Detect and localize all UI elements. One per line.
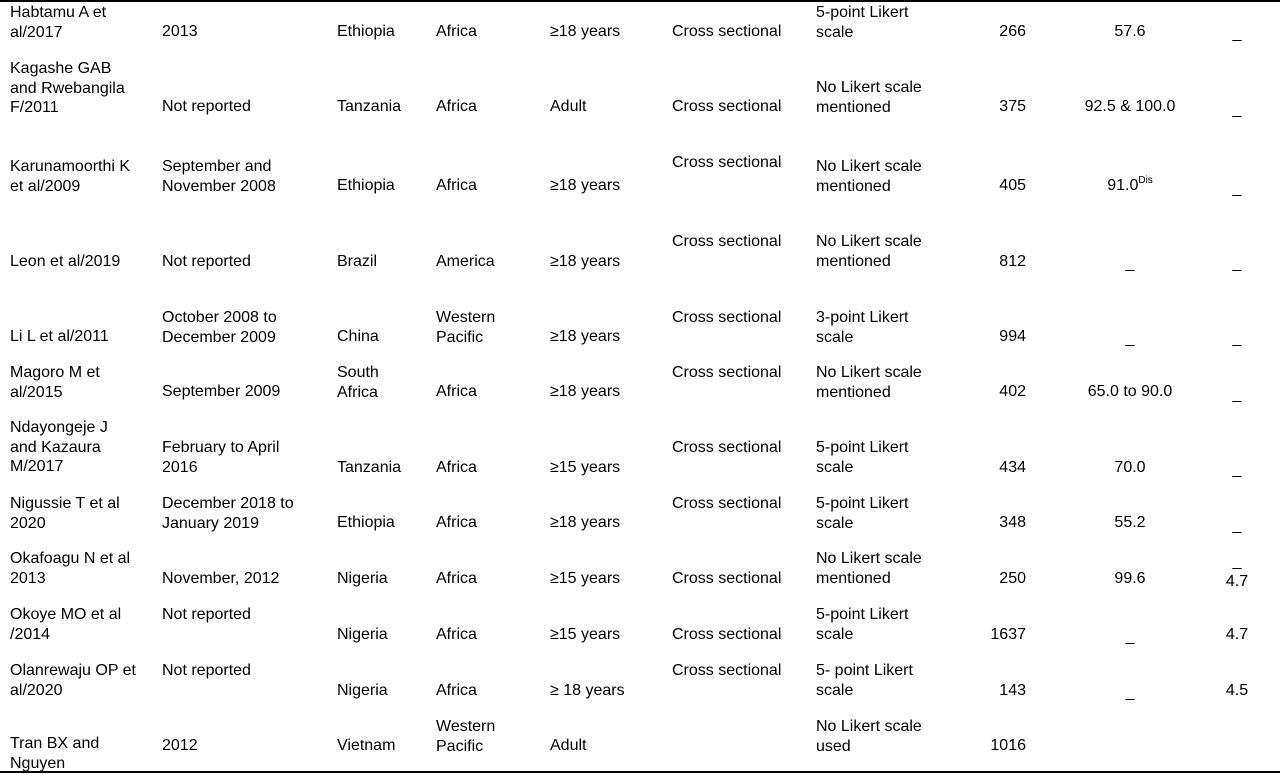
cell-period: Not reported xyxy=(162,98,251,115)
cell-percent: 65.0 to 90.0 xyxy=(1087,383,1173,400)
cell-age: ≥18 years xyxy=(550,328,621,345)
cell-country: Nigeria xyxy=(337,682,388,699)
cell-sample-size: 1637 xyxy=(990,626,1026,643)
cell-author: Li L et al/2011 xyxy=(10,328,109,345)
cell-sample-size: 434 xyxy=(999,459,1026,476)
cell-score: 4.7 xyxy=(1225,626,1249,643)
cell-score: _ xyxy=(1232,25,1242,42)
cell-country: Vietnam xyxy=(337,737,396,754)
cell-age: ≥18 years xyxy=(550,177,621,194)
cell-percent: _ xyxy=(1125,628,1135,645)
cell-period: December 2018 to January 2019 xyxy=(162,495,294,532)
cell-percent: _ xyxy=(1125,255,1135,272)
cell-score: _ xyxy=(1232,255,1242,272)
cell-author: Karunamoorthi K et al/2009 xyxy=(10,158,131,195)
cell-percent: 70.0 xyxy=(1114,459,1146,476)
cell-author: Okoye MO et al /2014 xyxy=(10,606,122,643)
cell-author: Leon et al/2019 xyxy=(10,253,121,270)
cell-age: ≥18 years xyxy=(550,383,621,400)
cell-author: Ndayongeje J and Kazaura M/2017 xyxy=(10,419,108,475)
cell-country: Nigeria xyxy=(337,570,388,587)
cell-period: September 2009 xyxy=(162,383,281,400)
cell-sample-size: 348 xyxy=(999,514,1026,531)
cell-percent: 92.5 & 100.0 xyxy=(1084,98,1176,115)
cell-design: Cross sectional xyxy=(672,154,782,171)
cell-sample-size: 375 xyxy=(999,98,1026,115)
cell-period: Not reported xyxy=(162,253,251,270)
cell-region: Africa xyxy=(436,682,477,699)
cell-sample-size: 812 xyxy=(999,253,1026,270)
cell-score: _ xyxy=(1232,386,1242,403)
cell-country: Tanzania xyxy=(337,98,402,115)
cell-author: Olanrewaju OP et al/2020 xyxy=(10,662,136,699)
cell-age: ≥ 18 years xyxy=(550,682,625,699)
cell-design: Cross sectional xyxy=(672,233,782,250)
cell-score: _ xyxy=(1232,180,1242,197)
cell-design: Cross sectional xyxy=(672,364,782,381)
cell-period: 2013 xyxy=(162,23,198,40)
cell-scale: No Likert scale mentioned xyxy=(816,550,922,587)
cell-age: ≥15 years xyxy=(550,626,621,643)
cell-scale: No Likert scale mentioned xyxy=(816,79,922,116)
cell-sample-size: 405 xyxy=(999,177,1026,194)
cell-region: Africa xyxy=(436,177,477,194)
cell-country: Nigeria xyxy=(337,626,388,643)
cell-country: China xyxy=(337,328,379,345)
cell-design: Cross sectional xyxy=(672,98,782,115)
cell-region: Western Pacific xyxy=(436,309,496,346)
cell-region: Africa xyxy=(436,626,477,643)
cell-sample-size: 1016 xyxy=(990,737,1026,754)
cell-percent: 99.6 xyxy=(1114,570,1146,587)
cell-sample-size: 994 xyxy=(999,328,1026,345)
cell-period: October 2008 to December 2009 xyxy=(162,309,277,346)
cell-scale: 5-point Likert scale xyxy=(816,439,909,476)
cell-region: America xyxy=(436,253,495,270)
cell-author: Nigussie T et al 2020 xyxy=(10,495,120,532)
cell-scale: 5-point Likert scale xyxy=(816,606,909,643)
cell-age: Adult xyxy=(550,737,587,754)
cell-percent: _ xyxy=(1125,684,1135,701)
cell-sample-size: 402 xyxy=(999,383,1026,400)
cell-percent: 57.6 xyxy=(1114,23,1146,40)
cell-period: 2012 xyxy=(162,737,198,754)
cell-region: Africa xyxy=(436,98,477,115)
cell-scale: 5-point Likert scale xyxy=(816,4,909,41)
cell-region: Africa xyxy=(436,383,477,400)
cell-age: ≥18 years xyxy=(550,23,621,40)
cell-design: Cross sectional xyxy=(672,439,782,456)
cell-author: Tran BX and Nguyen xyxy=(10,735,100,772)
cell-period: February to April 2016 xyxy=(162,439,280,476)
cell-percent: 55.2 xyxy=(1114,514,1146,531)
cell-percent: $91.0^{Dis}$ xyxy=(1107,175,1153,194)
cell-sample-size: 250 xyxy=(999,570,1026,587)
cell-sample-size: 143 xyxy=(999,682,1026,699)
cell-scale: No Likert scale mentioned xyxy=(816,158,922,195)
cell-period: Not reported xyxy=(162,662,251,679)
cell-percent: _ xyxy=(1125,330,1135,347)
cell-score: _ xyxy=(1232,517,1242,534)
cell-author: Kagashe GAB and Rwebangila F/2011 xyxy=(10,60,125,116)
cell-scale: 5- point Likert scale xyxy=(816,662,913,699)
cell-country: Brazil xyxy=(337,253,378,270)
cell-period: Not reported xyxy=(162,606,251,623)
cell-scale: No Likert scale mentioned xyxy=(816,364,922,401)
cell-score: _ 4.7 xyxy=(1225,553,1249,590)
cell-age: Adult xyxy=(550,98,587,115)
cell-country: Tanzania xyxy=(337,459,402,476)
cell-age: ≥18 years xyxy=(550,514,621,531)
cell-region: Africa xyxy=(436,570,477,587)
cell-design: Cross sectional xyxy=(672,662,782,679)
cell-author: Habtamu A et al/2017 xyxy=(10,4,107,41)
cell-country: Ethiopia xyxy=(337,23,395,40)
cell-region: Western Pacific xyxy=(436,718,496,755)
cell-design: Cross sectional xyxy=(672,309,782,326)
cell-age: ≥18 years xyxy=(550,253,621,270)
table-bottom-rule xyxy=(0,771,1280,773)
cell-score: _ xyxy=(1232,101,1242,118)
cell-region: Africa xyxy=(436,514,477,531)
cell-country: South Africa xyxy=(337,364,379,401)
cell-age: ≥15 years xyxy=(550,459,621,476)
cell-scale: No Likert scale used xyxy=(816,718,922,755)
table-top-rule xyxy=(0,0,1280,2)
cell-country: Ethiopia xyxy=(337,177,395,194)
cell-design: Cross sectional xyxy=(672,23,782,40)
cell-design: Cross sectional xyxy=(672,570,782,587)
cell-scale: No Likert scale mentioned xyxy=(816,233,922,270)
cell-period: September and November 2008 xyxy=(162,158,276,195)
cell-scale: 5-point Likert scale xyxy=(816,495,909,532)
cell-period: November, 2012 xyxy=(162,570,280,587)
cell-score: _ xyxy=(1232,330,1242,347)
cell-score: _ xyxy=(1232,461,1242,478)
cell-scale: 3-point Likert scale xyxy=(816,309,909,346)
cell-region: Africa xyxy=(436,23,477,40)
cell-country: Ethiopia xyxy=(337,514,395,531)
cell-score: 4.5 xyxy=(1225,682,1249,699)
cell-design: Cross sectional xyxy=(672,626,782,643)
cell-author: Magoro M et al/2015 xyxy=(10,364,100,401)
cell-sample-size: 266 xyxy=(999,23,1026,40)
cell-age: ≥15 years xyxy=(550,570,621,587)
cell-author: Okafoagu N et al 2013 xyxy=(10,550,131,587)
cell-region: Africa xyxy=(436,459,477,476)
cell-design: Cross sectional xyxy=(672,495,782,512)
